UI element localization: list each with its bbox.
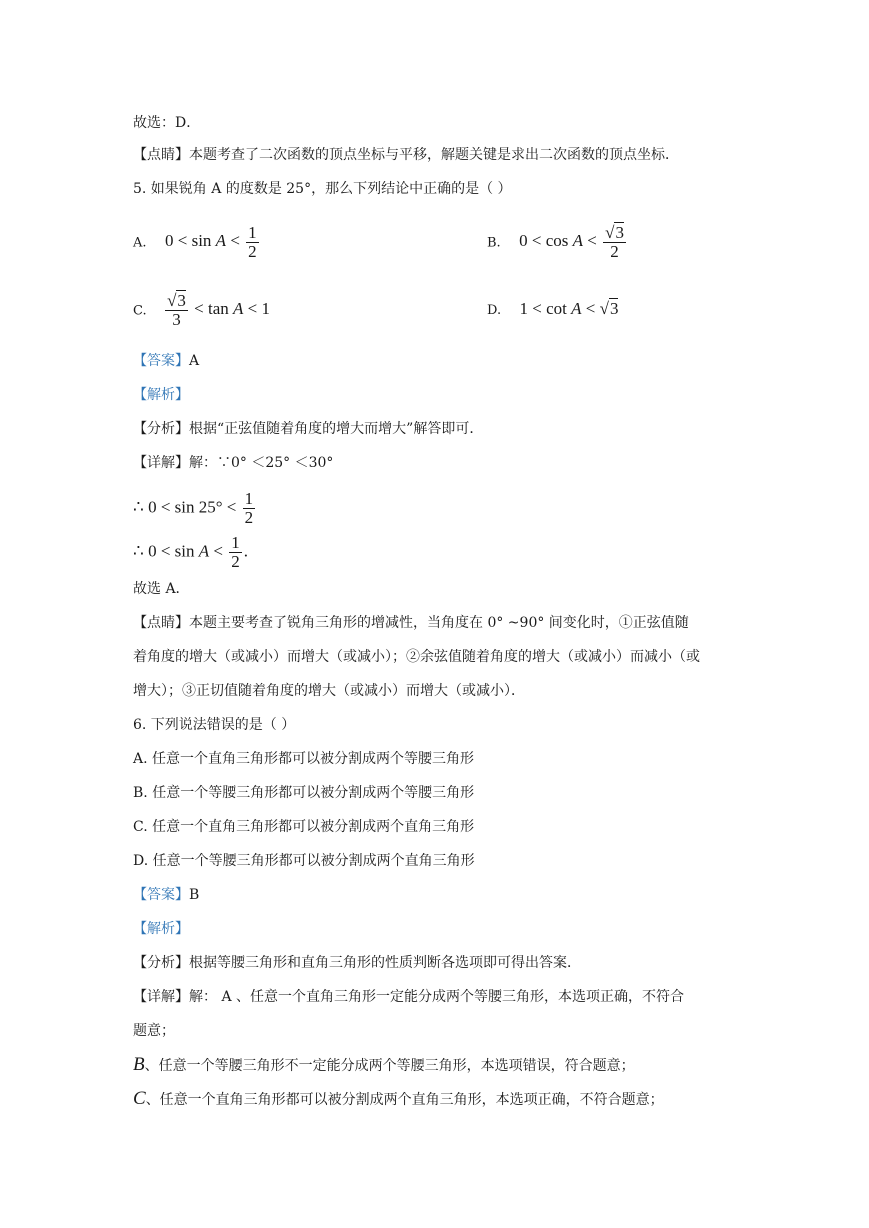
step-2-den: 2 xyxy=(231,552,240,571)
answer-tag: 【答案】 xyxy=(133,353,189,369)
q6-option-c: C. 任意一个直角三角形都可以被分割成两个直角三角形 xyxy=(133,819,475,835)
answer-value: B xyxy=(189,887,200,903)
option-b-lt: < xyxy=(587,231,597,251)
option-d-radicand: 3 xyxy=(609,299,619,318)
option-b-den: 2 xyxy=(610,242,619,261)
xiangjie-text-1: 解： A 、任意一个直角三角形一定能分成两个等腰三角形，本选项正确，不符合 xyxy=(189,989,685,1005)
answer-value: A xyxy=(189,353,200,369)
q6-answer-line xyxy=(133,886,199,904)
q6-xiangjie-line-1 xyxy=(133,988,684,1006)
xiangjie-tag: 【详解】 xyxy=(133,455,189,471)
option-d-label: D. xyxy=(487,303,502,318)
q6-b-explain xyxy=(133,1056,635,1075)
option-b-num xyxy=(603,224,626,243)
option-c-radicand: 3 xyxy=(177,291,186,310)
fenxi-tag: 【分析】 xyxy=(133,421,189,437)
option-d-sqrt xyxy=(600,298,619,318)
step-2-lt: < xyxy=(213,541,223,561)
option-a-label: A. xyxy=(133,235,147,251)
option-a-den: 2 xyxy=(248,242,257,261)
step-1-den: 2 xyxy=(244,508,254,527)
step-2-fraction xyxy=(229,534,242,571)
option-a-var: A xyxy=(215,231,227,251)
sqrt-icon: √ xyxy=(605,223,615,242)
c-explain-text: 、任意一个直角三角形都可以被分割成两个直角三角形，本选项正确，不符合题意； xyxy=(145,1092,664,1108)
option-c-formula xyxy=(163,291,271,329)
option-b-fraction xyxy=(603,224,626,261)
q6-fenxi-line xyxy=(133,954,581,972)
step-2-end: . xyxy=(243,541,248,561)
option-a-lt: < xyxy=(230,231,240,251)
fenxi-tag: 【分析】 xyxy=(133,955,189,971)
option-c-label: C. xyxy=(133,303,147,319)
dianjing-text-1: 本题主要考查了锐角三角形的增减性，当角度在 0° ~90° 间变化时，①正弦值随 xyxy=(189,615,689,631)
question-5: 5. 如果锐角 A 的度数是 25°，那么下列结论中正确的是（ ） xyxy=(133,181,512,197)
step-2-text: ∴ 0 < sin xyxy=(133,541,195,561)
q6-c-explain xyxy=(133,1090,664,1109)
q5-xiangjie-line xyxy=(133,454,333,472)
option-b xyxy=(487,224,628,261)
step-2-var: A xyxy=(198,541,210,561)
option-a-formula xyxy=(164,223,261,261)
option-d-formula xyxy=(520,299,619,318)
q6-option-d: D. 任意一个等腰三角形都可以被分割成两个直角三角形 xyxy=(133,853,475,869)
option-b-var: A xyxy=(572,231,584,251)
q6-xiangjie-line-2: 题意； xyxy=(133,1023,175,1039)
option-c-fraction xyxy=(165,292,188,329)
q5-fenxi-line xyxy=(133,420,483,438)
q5-answer-line xyxy=(133,352,199,370)
q5-dianjing-line-1 xyxy=(133,614,689,632)
q6-option-b: B. 任意一个等腰三角形都可以被分割成两个等腰三角形 xyxy=(133,785,475,801)
note-text: 本题考查了二次函数的顶点坐标与平移，解题关键是求出二次函数的顶点坐标． xyxy=(189,147,679,163)
fenxi-text: 根据等腰三角形和直角三角形的性质判断各选项即可得出答案． xyxy=(189,955,581,971)
option-c-var: A xyxy=(233,299,244,319)
conclusion-line: 故选：D． xyxy=(133,115,201,131)
option-c-den: 3 xyxy=(172,310,181,329)
option-a-lhs: 0 < sin xyxy=(164,231,212,251)
step-2 xyxy=(133,534,248,571)
option-b-formula xyxy=(519,223,628,261)
q5-dianjing-line-3: 增大）；③正切值随着角度的增大（或减小）而增大（或减小）． xyxy=(133,683,525,699)
sqrt-icon: √ xyxy=(167,291,177,310)
option-d-var: A xyxy=(571,299,582,318)
xiangjie-text: 解：∵0° ＜25° ＜30° xyxy=(189,455,334,471)
option-a-num: 1 xyxy=(248,223,257,242)
step-1-text: ∴ 0 < sin 25° < xyxy=(133,497,237,517)
note-line xyxy=(133,146,679,164)
q5-analysis-heading: 【解析】 xyxy=(133,387,189,403)
step-2-num: 1 xyxy=(231,533,240,552)
dianjing-tag: 【点睛】 xyxy=(133,615,189,631)
step-1-fraction xyxy=(243,490,256,527)
sqrt-icon: √ xyxy=(599,299,609,318)
fenxi-text: 根据“正弦值随着角度的增大而增大”解答即可． xyxy=(189,421,484,437)
option-a-fraction xyxy=(246,224,259,261)
step-1 xyxy=(133,490,257,527)
question-6: 6. 下列说法错误的是（ ） xyxy=(133,717,296,733)
q6-analysis-heading: 【解析】 xyxy=(133,921,189,937)
note-tag: 【点睛】 xyxy=(133,147,189,163)
option-d xyxy=(487,300,618,320)
q6-option-a: A. 任意一个直角三角形都可以被分割成两个等腰三角形 xyxy=(133,751,475,767)
c-letter: C xyxy=(133,1088,146,1109)
option-b-lhs: 0 < cos xyxy=(519,231,569,251)
option-d-lhs: 1 < cot xyxy=(519,299,567,318)
option-c-rhs-post: < 1 xyxy=(247,299,271,319)
option-c-rhs-pre: < tan xyxy=(194,299,229,319)
step-1-num: 1 xyxy=(244,489,254,508)
b-letter: B xyxy=(133,1054,145,1075)
b-explain-text: 、任意一个等腰三角形不一定能分成两个等腰三角形，本选项错误，符合题意； xyxy=(144,1058,635,1074)
option-b-radicand: 3 xyxy=(615,223,624,242)
option-c-num xyxy=(165,292,188,311)
answer-tag: 【答案】 xyxy=(133,887,189,903)
option-d-lt: < xyxy=(585,299,596,318)
option-c xyxy=(133,292,270,329)
xiangjie-tag: 【详解】 xyxy=(133,989,189,1005)
q5-choose-line: 故选 A． xyxy=(133,581,190,597)
option-b-label: B. xyxy=(487,235,501,251)
option-a xyxy=(133,224,261,261)
q5-dianjing-line-2: 着角度的增大（或减小）而增大（或减小）；②余弦值随着角度的增大（或减小）而减小（或 xyxy=(133,649,700,665)
